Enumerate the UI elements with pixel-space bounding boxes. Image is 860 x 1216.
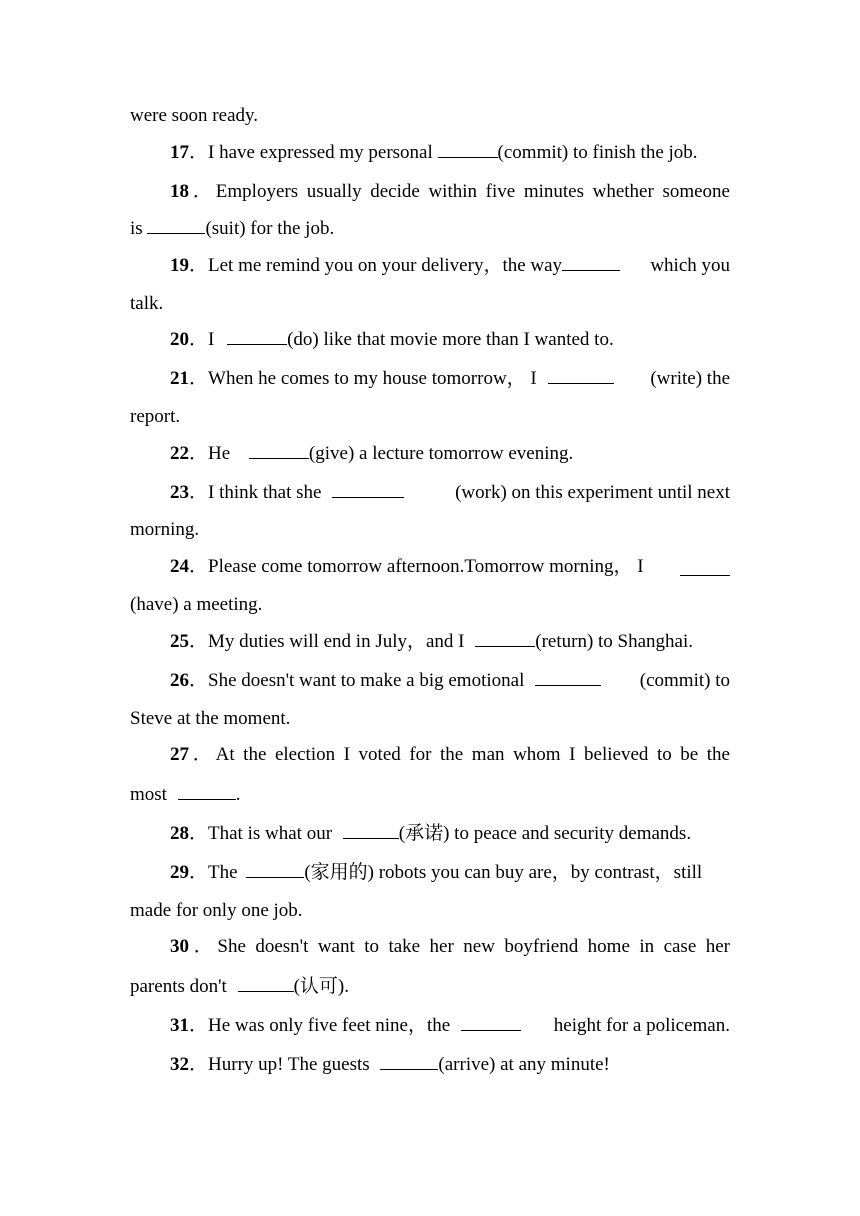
question-text: most xyxy=(130,784,172,805)
question-24-line-2: (have) a meeting. xyxy=(130,594,263,615)
separator: ． xyxy=(189,482,209,503)
question-text: (write) the xyxy=(650,368,730,389)
separator: ． xyxy=(189,255,209,276)
question-number: 32 xyxy=(170,1054,189,1075)
answer-blank[interactable] xyxy=(246,861,304,878)
answer-blank[interactable] xyxy=(249,442,309,459)
answer-blank[interactable] xyxy=(461,1014,521,1031)
question-text: (arrive) at any minute! xyxy=(438,1054,610,1075)
question-number: 20 xyxy=(170,329,189,350)
separator: ． xyxy=(189,1054,209,1075)
question-text: I think that she xyxy=(208,482,327,503)
question-text: which you xyxy=(650,255,730,276)
question-text: I have expressed my personal xyxy=(208,142,438,163)
question-text: At the election I voted for the man whom I believed to be the xyxy=(215,744,730,765)
question-text: He was only five feet nine，the xyxy=(208,1015,455,1036)
question-text: She doesn't want to take her new boyfriend home in case her xyxy=(217,936,730,957)
answer-blank[interactable] xyxy=(343,822,399,839)
answer-blank[interactable] xyxy=(535,669,601,686)
separator: ． xyxy=(189,936,218,957)
question-number: 24 xyxy=(170,556,189,577)
question-number: 23 xyxy=(170,482,189,503)
separator: ． xyxy=(189,142,209,163)
question-31 xyxy=(170,1014,730,1038)
question-21 xyxy=(170,367,730,391)
question-text: (commit) to xyxy=(639,670,730,691)
question-text: (do) like that movie more than I wanted to. xyxy=(287,329,614,350)
question-text: (认可). xyxy=(293,976,349,997)
question-text: (承诺) to peace and security demands. xyxy=(398,823,692,844)
separator: ． xyxy=(189,670,209,691)
separator: ． xyxy=(189,631,209,652)
answer-blank[interactable] xyxy=(548,367,614,384)
question-text: . xyxy=(235,784,241,805)
question-number: 21 xyxy=(170,368,189,389)
separator: ． xyxy=(189,368,209,389)
question-text: height for a policeman. xyxy=(553,1015,730,1036)
question-text: Let me remind you on your delivery，the way xyxy=(208,255,563,276)
question-text: (give) a lecture tomorrow evening. xyxy=(308,443,574,464)
question-18-line-2 xyxy=(130,217,730,241)
answer-blank[interactable] xyxy=(147,217,205,234)
question-text: (commit) to finish the job. xyxy=(497,142,698,163)
answer-blank[interactable] xyxy=(475,630,535,647)
question-26-line-2: Steve at the moment. xyxy=(130,708,291,729)
question-number: 29 xyxy=(170,862,189,883)
question-number: 25 xyxy=(170,631,189,652)
question-text: That is what our xyxy=(208,823,337,844)
question-30-line-2 xyxy=(130,975,730,999)
question-26 xyxy=(170,669,730,693)
separator: ． xyxy=(189,862,209,883)
question-text: My duties will end in July，and I xyxy=(208,631,470,652)
question-19-line-2: talk. xyxy=(130,293,164,314)
question-number: 19 xyxy=(170,255,189,276)
question-number: 30 xyxy=(170,936,189,957)
question-text: (return) to Shanghai. xyxy=(535,631,694,652)
question-17 xyxy=(170,141,730,165)
question-25 xyxy=(170,630,730,654)
continuation-text: were soon ready. xyxy=(130,105,259,126)
separator: ． xyxy=(189,744,216,765)
question-32 xyxy=(170,1053,730,1077)
separator: ． xyxy=(189,1015,209,1036)
question-text: Hurry up! The guests xyxy=(208,1054,375,1075)
question-18 xyxy=(170,180,730,204)
question-number: 22 xyxy=(170,443,189,464)
answer-blank[interactable] xyxy=(562,254,620,271)
question-20 xyxy=(170,328,730,352)
question-text: is xyxy=(130,218,148,239)
question-text: I xyxy=(208,329,220,350)
answer-blank[interactable] xyxy=(438,141,498,158)
separator: ． xyxy=(189,329,209,350)
question-number: 31 xyxy=(170,1015,189,1036)
question-text: She doesn't want to make a big emotional xyxy=(208,670,530,691)
question-text: Please come tomorrow afternoon.Tomorrow morning， I xyxy=(208,556,644,577)
answer-blank[interactable] xyxy=(238,975,294,992)
question-number: 27 xyxy=(170,744,189,765)
answer-blank[interactable] xyxy=(380,1053,438,1070)
separator: ． xyxy=(189,556,209,577)
question-29-line-2: made for only one job. xyxy=(130,900,303,921)
answer-blank[interactable] xyxy=(680,559,730,576)
question-29 xyxy=(170,861,730,885)
question-text: He xyxy=(208,443,235,464)
separator: ． xyxy=(189,823,209,844)
question-23 xyxy=(170,481,730,505)
question-30 xyxy=(170,935,730,959)
question-number: 26 xyxy=(170,670,189,691)
question-text: (work) on this experiment until next xyxy=(455,482,730,503)
question-27-line-2 xyxy=(130,783,730,807)
answer-blank[interactable] xyxy=(227,328,287,345)
question-text: (suit) for the job. xyxy=(205,218,335,239)
question-27 xyxy=(170,743,730,767)
question-number: 28 xyxy=(170,823,189,844)
question-22 xyxy=(170,442,730,466)
separator: ． xyxy=(189,443,209,464)
separator: ． xyxy=(189,181,216,202)
question-number: 17 xyxy=(170,142,189,163)
question-24 xyxy=(170,555,730,579)
question-text: The xyxy=(208,862,243,883)
answer-blank[interactable] xyxy=(178,783,236,800)
question-text: parents don't xyxy=(130,976,232,997)
question-19 xyxy=(170,254,730,278)
answer-blank[interactable] xyxy=(332,481,404,498)
question-number: 18 xyxy=(170,181,189,202)
question-text: (家用的) robots you can buy are，by contrast，still xyxy=(304,862,703,883)
question-28 xyxy=(170,822,730,846)
question-23-line-2: morning. xyxy=(130,519,200,540)
question-text: Employers usually decide within five minutes whether someone xyxy=(215,181,730,202)
question-text: When he comes to my house tomorrow， I xyxy=(208,368,542,389)
question-21-line-2: report. xyxy=(130,406,181,427)
